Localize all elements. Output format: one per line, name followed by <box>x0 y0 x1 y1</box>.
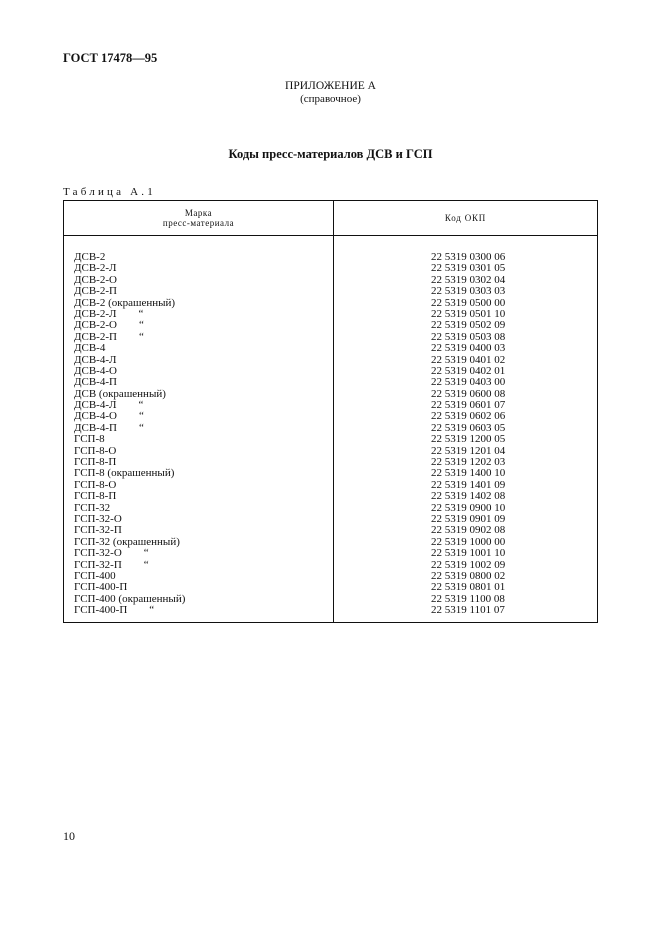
section-title: Коды пресс-материалов ДСВ и ГСП <box>228 147 433 161</box>
ditto-mark: “ <box>138 307 144 320</box>
codes-table <box>63 200 598 623</box>
column-header-mark-line1: Марка <box>184 208 213 218</box>
material-mark: ДСВ (окрашенный) <box>74 387 166 400</box>
okp-code: 22 5319 0400 03 <box>431 342 506 355</box>
table-row <box>64 491 597 502</box>
table-row <box>64 252 597 263</box>
okp-code: 22 5319 0401 02 <box>431 353 506 366</box>
okp-code: 22 5319 0600 08 <box>431 387 506 400</box>
table-row <box>64 582 597 593</box>
material-mark: ГСП-32-О <box>74 512 122 525</box>
okp-code: 22 5319 0501 10 <box>431 307 506 320</box>
appendix-title: ПРИЛОЖЕНИЕ А <box>285 80 376 92</box>
material-mark: ДСВ-4-О <box>74 410 117 423</box>
material-mark: ДСВ-2-О <box>74 273 117 286</box>
okp-code: 22 5319 0801 01 <box>431 581 506 594</box>
appendix-subtitle: (справочное) <box>300 93 361 105</box>
table-row <box>64 377 597 388</box>
table-row <box>64 468 597 479</box>
okp-code: 22 5319 0503 08 <box>431 330 506 343</box>
table-row <box>64 514 597 525</box>
okp-code: 22 5319 0602 06 <box>431 410 506 423</box>
okp-code: 22 5319 0403 00 <box>431 376 506 389</box>
material-mark: ГСП-400-П <box>74 604 128 617</box>
okp-code: 22 5319 1000 00 <box>431 535 506 548</box>
material-mark: ДСВ-2-П <box>74 285 117 298</box>
ditto-mark: “ <box>143 558 149 571</box>
standard-number: ГОСТ 17478—95 <box>63 51 158 65</box>
material-mark: ДСВ-2-О <box>74 319 117 332</box>
okp-code: 22 5319 0502 09 <box>431 319 506 332</box>
page-number: 10 <box>63 829 75 843</box>
material-mark: ГСП-32-П <box>74 558 122 571</box>
table-row <box>64 480 597 491</box>
okp-code: 22 5319 1100 08 <box>431 592 505 605</box>
okp-code: 22 5319 1400 10 <box>431 467 506 480</box>
okp-code: 22 5319 0302 04 <box>431 273 506 286</box>
table-row <box>64 298 597 309</box>
ditto-mark: “ <box>138 421 144 434</box>
ditto-mark: “ <box>138 330 144 343</box>
okp-code: 22 5319 0800 02 <box>431 569 506 582</box>
material-mark: ГСП-32 (окрашенный) <box>74 535 180 548</box>
material-mark: ДСВ-2-Л <box>74 262 117 275</box>
okp-code: 22 5319 1002 09 <box>431 558 506 571</box>
material-mark: ДСВ-2-Л <box>74 307 117 320</box>
okp-code: 22 5319 1101 07 <box>431 604 505 617</box>
okp-code: 22 5319 0300 06 <box>431 251 506 263</box>
table-row <box>64 434 597 445</box>
material-mark: ГСП-8-О <box>74 444 117 457</box>
column-header-mark-line2: пресс-материала <box>162 218 235 228</box>
material-mark: ГСП-8-П <box>74 490 117 503</box>
ditto-mark: “ <box>138 319 144 332</box>
material-mark: ГСП-400-П <box>74 581 128 594</box>
material-mark: ДСВ-4-Л <box>74 399 117 412</box>
table-row <box>64 366 597 377</box>
okp-code: 22 5319 0402 01 <box>431 364 506 377</box>
material-mark: ДСВ-2 <box>74 251 106 263</box>
okp-code: 22 5319 0900 10 <box>431 501 506 514</box>
table-row <box>64 263 597 274</box>
column-header-code: Код ОКП <box>444 213 487 223</box>
table-row <box>64 560 597 571</box>
okp-code: 22 5319 1201 04 <box>431 444 506 457</box>
material-mark: ДСВ-2 (окрашенный) <box>74 296 176 309</box>
table-row <box>64 548 597 559</box>
table-row <box>64 355 597 366</box>
table-row <box>64 286 597 297</box>
table-body <box>64 252 597 617</box>
okp-code: 22 5319 0601 07 <box>431 399 506 412</box>
header-divider <box>64 235 597 236</box>
ditto-mark: “ <box>149 604 155 617</box>
okp-code: 22 5319 0902 08 <box>431 524 506 537</box>
material-mark: ДСВ-4-О <box>74 364 117 377</box>
okp-code: 22 5319 0303 03 <box>431 285 506 298</box>
ditto-mark: “ <box>138 410 144 423</box>
ditto-mark: “ <box>138 399 144 412</box>
table-row <box>64 571 597 582</box>
okp-code: 22 5319 1402 08 <box>431 490 506 503</box>
material-mark: ДСВ-4-Л <box>74 353 117 366</box>
okp-code: 22 5319 1001 10 <box>431 547 506 560</box>
material-mark: ГСП-8-О <box>74 478 117 491</box>
material-mark: ГСП-400 <box>74 569 116 582</box>
table-row <box>64 446 597 457</box>
material-mark: ДСВ-4-П <box>74 421 117 434</box>
okp-code: 22 5319 0301 05 <box>431 262 506 275</box>
material-mark: ГСП-32 <box>74 501 111 514</box>
material-mark: ГСП-400 (окрашенный) <box>74 592 186 605</box>
column-header-mark <box>64 208 333 228</box>
okp-code: 22 5319 1200 05 <box>431 433 506 446</box>
table-row <box>64 503 597 514</box>
material-mark: ДСВ-4 <box>74 342 106 355</box>
table-row <box>64 332 597 343</box>
material-mark: ДСВ-4-П <box>74 376 117 389</box>
okp-code: 22 5319 0603 05 <box>431 421 506 434</box>
okp-code: 22 5319 1202 03 <box>431 456 506 469</box>
material-mark: ДСВ-2-П <box>74 330 117 343</box>
material-mark: ГСП-32-О <box>74 547 122 560</box>
table-label: Таблица А.1 <box>63 186 156 198</box>
material-mark: ГСП-8-П <box>74 456 117 469</box>
table-row <box>64 594 597 605</box>
okp-code: 22 5319 0500 00 <box>431 296 506 309</box>
table-row <box>64 605 597 616</box>
material-mark: ГСП-8 (окрашенный) <box>74 467 175 480</box>
table-row <box>64 389 597 400</box>
material-mark: ГСП-32-П <box>74 524 122 537</box>
material-mark: ГСП-8 <box>74 433 105 446</box>
okp-code: 22 5319 0901 09 <box>431 512 506 525</box>
okp-code: 22 5319 1401 09 <box>431 478 506 491</box>
table-row <box>64 423 597 434</box>
table-row <box>64 343 597 354</box>
table-row <box>64 275 597 286</box>
ditto-mark: “ <box>143 547 149 560</box>
